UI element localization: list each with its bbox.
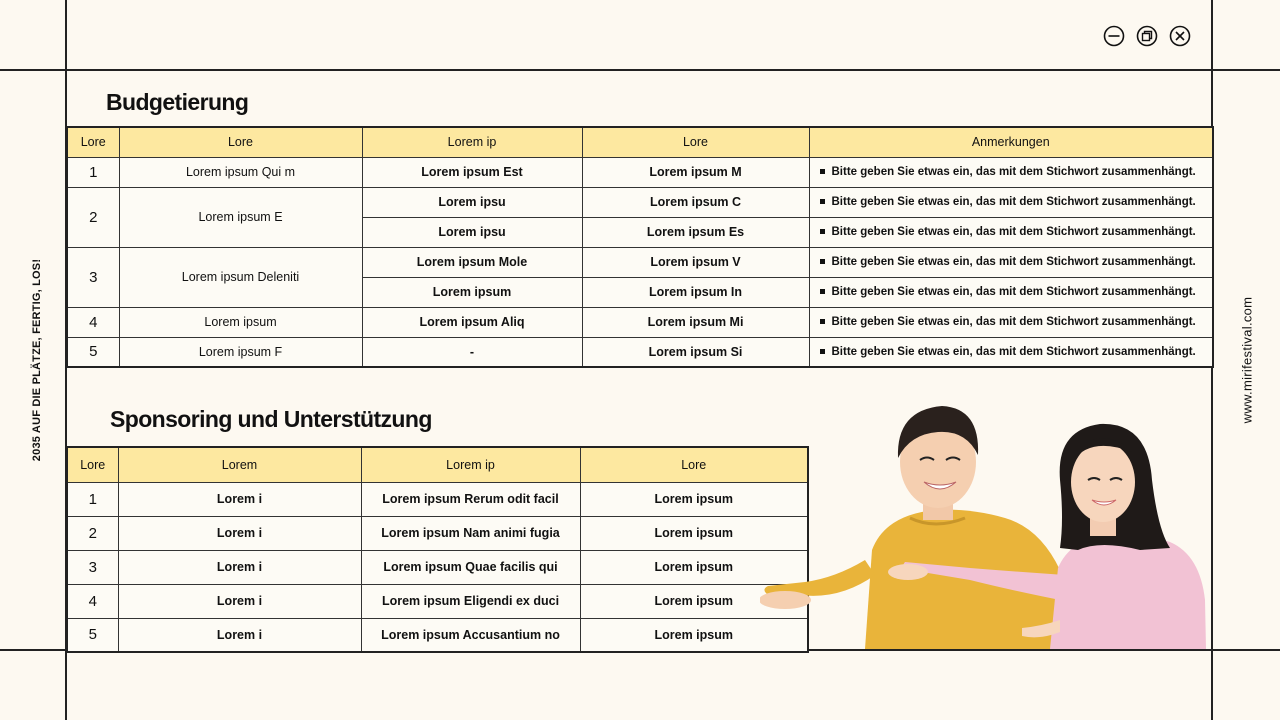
table-header-row: [67, 127, 1213, 157]
table-cell: -: [362, 337, 582, 367]
budget-table: [66, 126, 1214, 368]
table-cell: Lorem ipsu: [362, 217, 582, 247]
row-number: 3: [67, 247, 119, 307]
column-header: Anmerkungen: [809, 127, 1213, 157]
row-number: 1: [67, 482, 118, 516]
sponsor-table: [66, 446, 809, 653]
table-row: [67, 550, 808, 584]
table-cell: Lorem ipsum Rerum odit facil: [361, 482, 580, 516]
table-cell: Lorem ipsum Deleniti: [119, 247, 362, 307]
table-cell: Lorem ipsum In: [582, 277, 809, 307]
column-header: Lore: [582, 127, 809, 157]
table-cell: Lorem ipsum Mi: [582, 307, 809, 337]
table-cell: Lorem i: [118, 584, 361, 618]
row-number: 1: [67, 157, 119, 187]
table-cell: Lorem ipsum Qui m: [119, 157, 362, 187]
minimize-icon[interactable]: [1103, 25, 1125, 47]
table-cell: Lorem ipsum Mole: [362, 247, 582, 277]
table-cell: Lorem i: [118, 550, 361, 584]
table-cell: Lorem ipsum Si: [582, 337, 809, 367]
column-header: Lorem ip: [361, 447, 580, 482]
table-row: [67, 187, 1213, 217]
table-cell: Lorem i: [118, 482, 361, 516]
table-cell: Lorem ipsum: [580, 550, 808, 584]
row-number: 4: [67, 307, 119, 337]
column-header: Lore: [67, 127, 119, 157]
table-row: [67, 337, 1213, 367]
row-number: 2: [67, 187, 119, 247]
table-cell: Lorem ipsum: [362, 277, 582, 307]
note-cell: Bitte geben Sie etwas ein, das mit dem Stichwort zusammenhängt.: [809, 247, 1213, 277]
table-cell: Lorem ipsum F: [119, 337, 362, 367]
table-cell: Lorem ipsum: [580, 618, 808, 652]
table-cell: Lorem ipsum Eligendi ex duci: [361, 584, 580, 618]
note-cell: Bitte geben Sie etwas ein, das mit dem Stichwort zusammenhängt.: [809, 337, 1213, 367]
row-number: 5: [67, 337, 119, 367]
table-cell: Lorem ipsum: [580, 482, 808, 516]
table-cell: Lorem ipsu: [362, 187, 582, 217]
table-cell: Lorem ipsum V: [582, 247, 809, 277]
column-header: Lorem ip: [362, 127, 582, 157]
table-cell: Lorem i: [118, 618, 361, 652]
table-cell: Lorem ipsum Aliq: [362, 307, 582, 337]
column-header: Lore: [119, 127, 362, 157]
table-cell: Lorem i: [118, 516, 361, 550]
column-header: Lore: [67, 447, 118, 482]
note-cell: Bitte geben Sie etwas ein, das mit dem Stichwort zusammenhängt.: [809, 307, 1213, 337]
table-cell: Lorem ipsum Accusantium no: [361, 618, 580, 652]
table-cell: Lorem ipsum: [580, 516, 808, 550]
table-row: [67, 247, 1213, 277]
table-header-row: [67, 447, 808, 482]
note-cell: Bitte geben Sie etwas ein, das mit dem Stichwort zusammenhängt.: [809, 277, 1213, 307]
table-cell: Lorem ipsum: [580, 584, 808, 618]
side-slogan: 2035 AUF DIE PLÄTZE, FERTIG, LOS!: [31, 258, 43, 462]
column-header: Lore: [580, 447, 808, 482]
window-controls: [1103, 25, 1191, 47]
table-cell: Lorem ipsum M: [582, 157, 809, 187]
budget-title: Budgetierung: [106, 89, 249, 115]
row-number: 2: [67, 516, 118, 550]
table-cell: Lorem ipsum Es: [582, 217, 809, 247]
row-number: 4: [67, 584, 118, 618]
man-figure: [760, 406, 1065, 649]
table-cell: Lorem ipsum Quae facilis qui: [361, 550, 580, 584]
top-divider: [0, 69, 1280, 71]
table-cell: Lorem ipsum: [119, 307, 362, 337]
table-row: [67, 307, 1213, 337]
row-number: 5: [67, 618, 118, 652]
note-cell: Bitte geben Sie etwas ein, das mit dem Stichwort zusammenhängt.: [809, 157, 1213, 187]
row-number: 3: [67, 550, 118, 584]
column-header: Lorem: [118, 447, 361, 482]
presenters-photo: [760, 400, 1212, 649]
table-row: [67, 584, 808, 618]
close-icon[interactable]: [1169, 25, 1191, 47]
note-cell: Bitte geben Sie etwas ein, das mit dem Stichwort zusammenhängt.: [809, 187, 1213, 217]
restore-icon[interactable]: [1136, 25, 1158, 47]
note-cell: Bitte geben Sie etwas ein, das mit dem Stichwort zusammenhängt.: [809, 217, 1213, 247]
sponsor-title: Sponsoring und Unterstützung: [110, 406, 432, 432]
table-cell: Lorem ipsum Est: [362, 157, 582, 187]
table-row: [67, 157, 1213, 187]
website-url: www.mirifestival.com: [1239, 296, 1255, 424]
table-row: [67, 618, 808, 652]
table-cell: Lorem ipsum E: [119, 187, 362, 247]
table-cell: Lorem ipsum C: [582, 187, 809, 217]
table-cell: Lorem ipsum Nam animi fugia: [361, 516, 580, 550]
table-row: [67, 516, 808, 550]
table-row: [67, 482, 808, 516]
